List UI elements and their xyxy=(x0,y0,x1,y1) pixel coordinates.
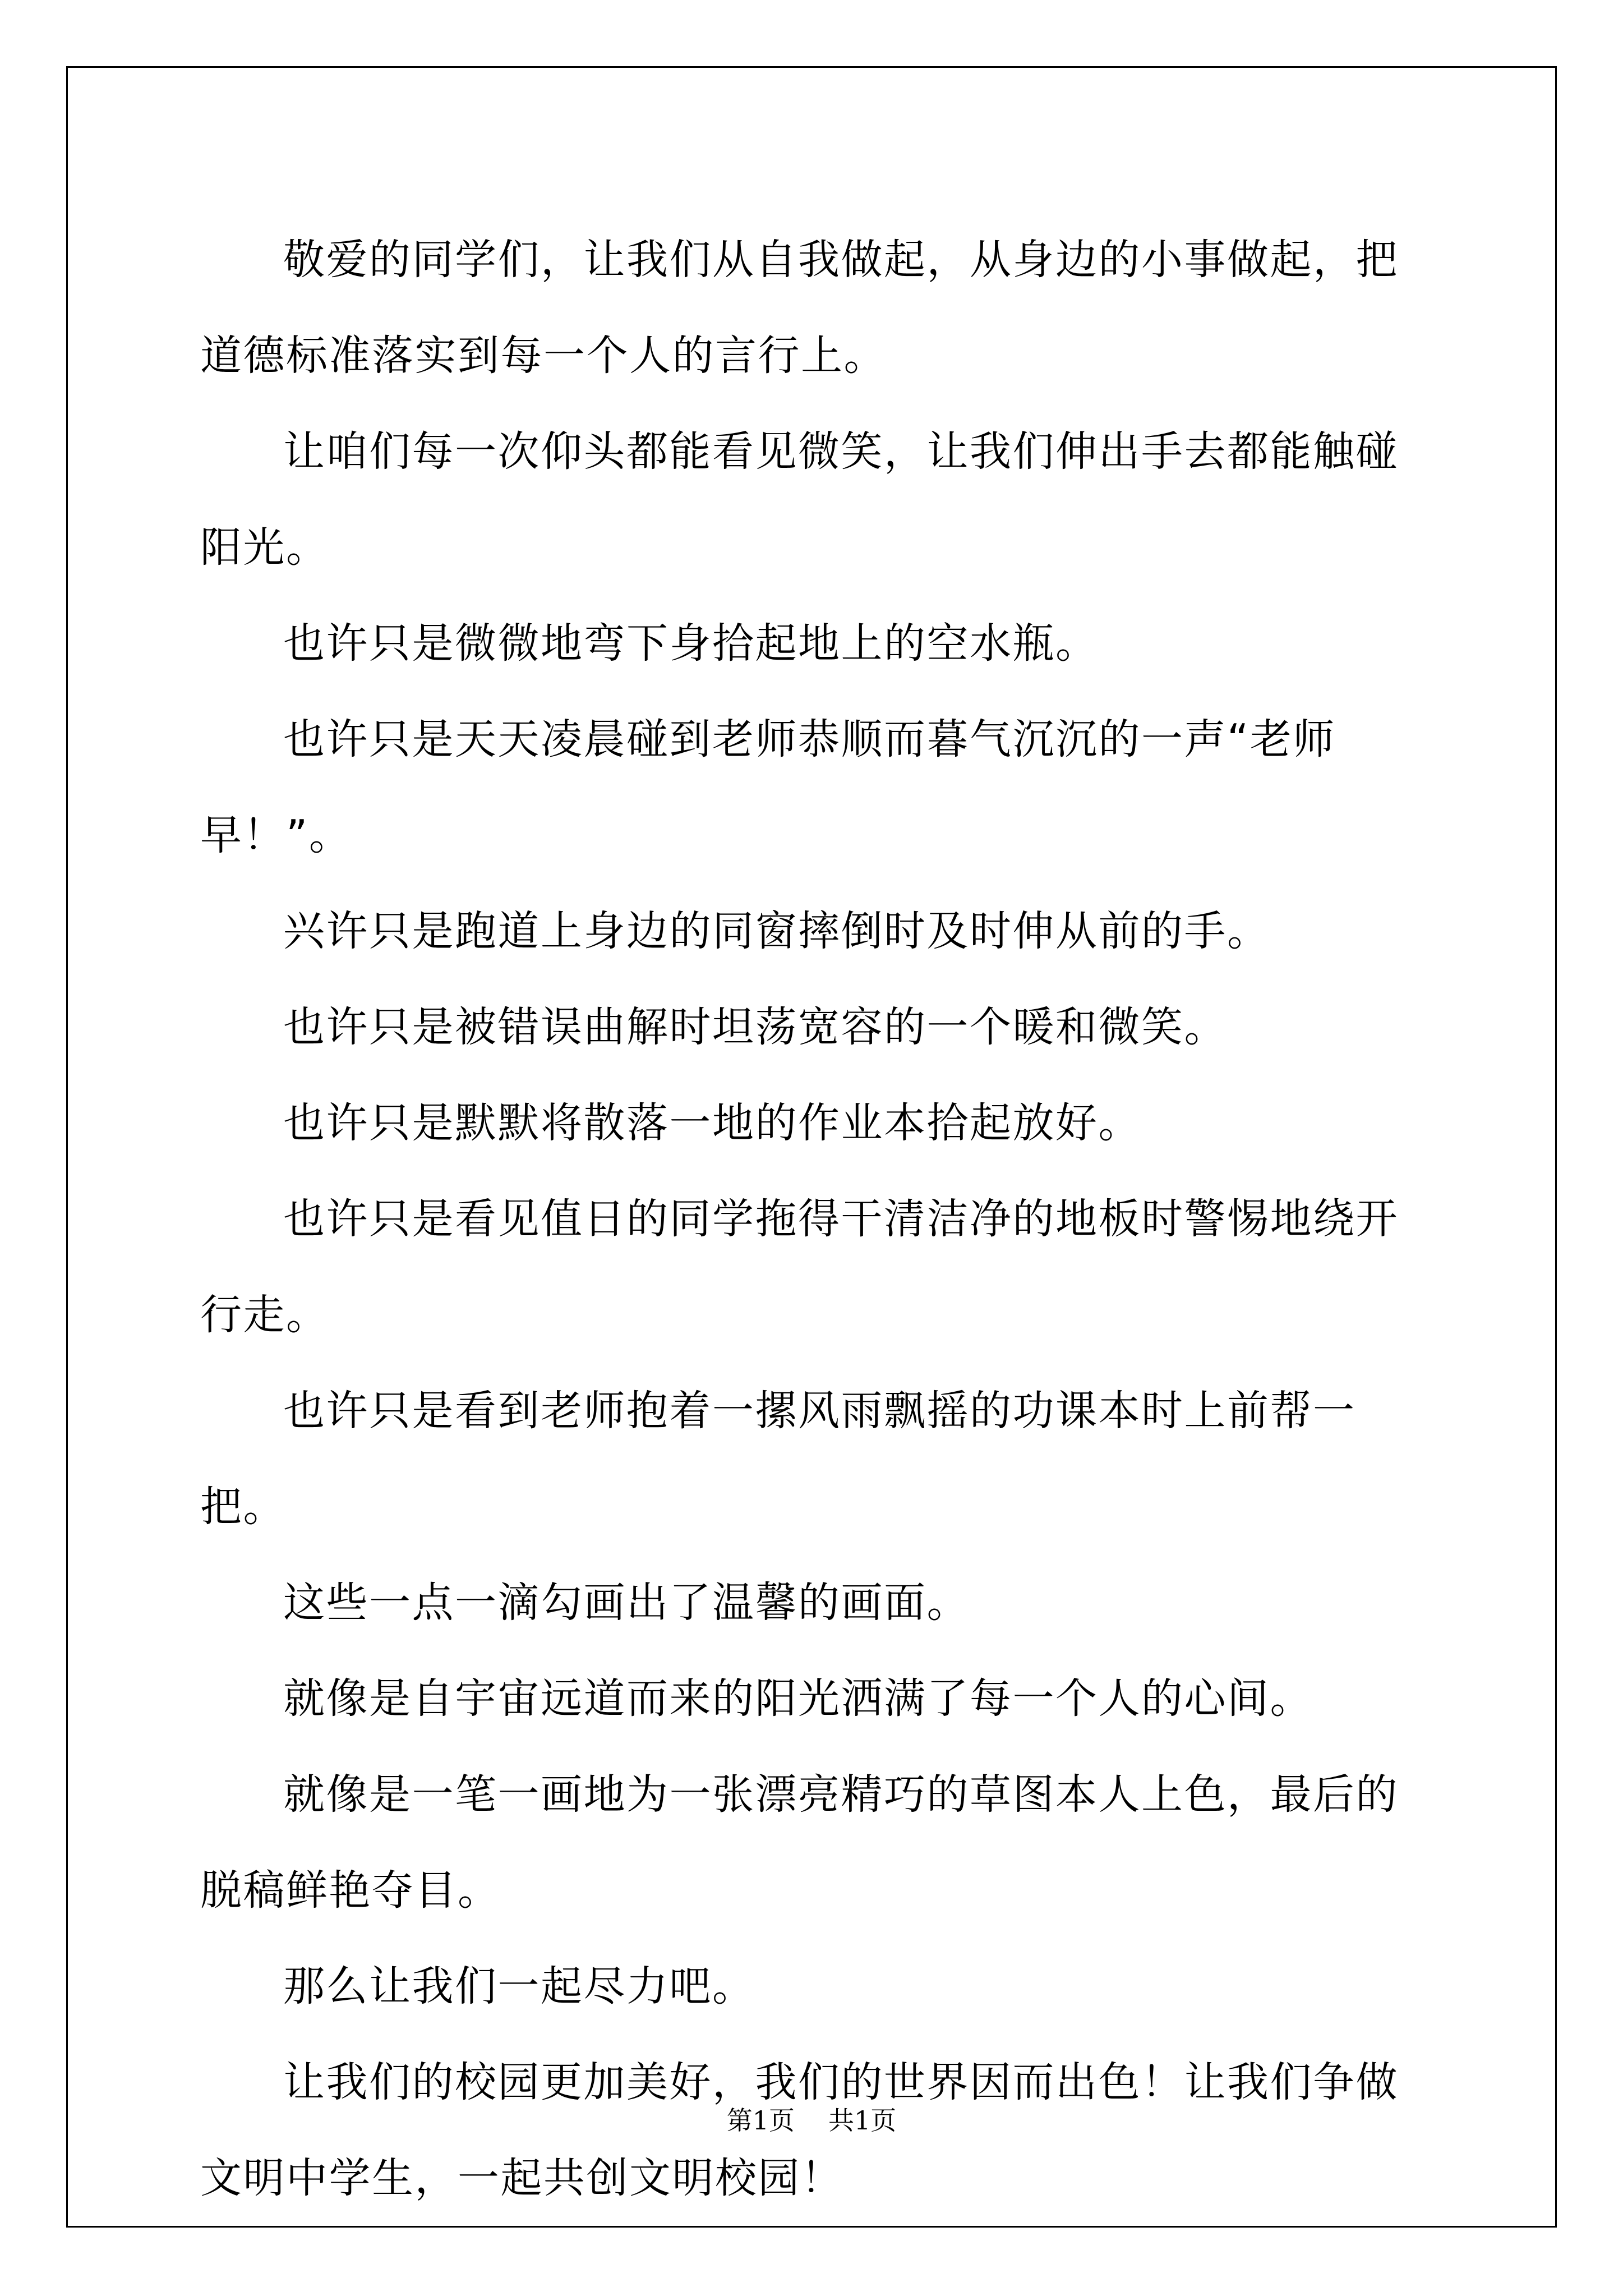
paragraph-1: 敬爱的同学们，让我们从自我做起，从身边的小事做起，把道德标准落实到每一个人的言行上。 xyxy=(200,236,1399,380)
paragraph-5: 兴许只是跑道上身边的同窗摔倒时及时伸从前的手。 xyxy=(283,907,1270,955)
paragraph-7: 也许只是默默将散落一地的作业本拾起放好。 xyxy=(283,1099,1141,1147)
document-body xyxy=(200,212,1423,2226)
paragraph-2: 让咱们每一次仰头都能看见微笑，让我们伸出手去都能触碰阳光。 xyxy=(200,427,1399,572)
page-number: 第1页 xyxy=(726,2105,795,2136)
paragraph-11: 就像是自宇宙远道而来的阳光洒满了每一个人的心间。 xyxy=(283,1674,1313,1723)
paragraph-8: 也许只是看见值日的同学拖得干清洁净的地板时警惕地绕开行走。 xyxy=(200,1195,1399,1339)
paragraph-12: 就像是一笔一画地为一张漂亮精巧的草图本人上色，最后的脱稿鲜艳夺目。 xyxy=(200,1770,1399,1915)
paragraph-10: 这些一点一滴勾画出了温馨的画面。 xyxy=(283,1579,970,1627)
paragraph-6: 也许只是被错误曲解时坦荡宽容的一个暖和微笑。 xyxy=(283,1003,1227,1051)
page-footer xyxy=(0,2104,1623,2137)
paragraph-3: 也许只是微微地弯下身拾起地上的空水瓶。 xyxy=(283,619,1099,668)
paragraph-4: 也许只是天天凌晨碰到老师恭顺而暮气沉沉的一声“老师早！”。 xyxy=(200,715,1336,859)
paragraph-14: 让我们的校园更加美好，我们的世界因而出色！让我们争做文明中学生，一起共创文明校园！ xyxy=(200,2058,1399,2202)
page-total: 共1页 xyxy=(828,2105,897,2136)
paragraph-13: 那么让我们一起尽力吧。 xyxy=(283,1962,755,2010)
paragraph-9: 也许只是看到老师抱着一摞风雨飘摇的功课本时上前帮一把。 xyxy=(200,1387,1356,1531)
